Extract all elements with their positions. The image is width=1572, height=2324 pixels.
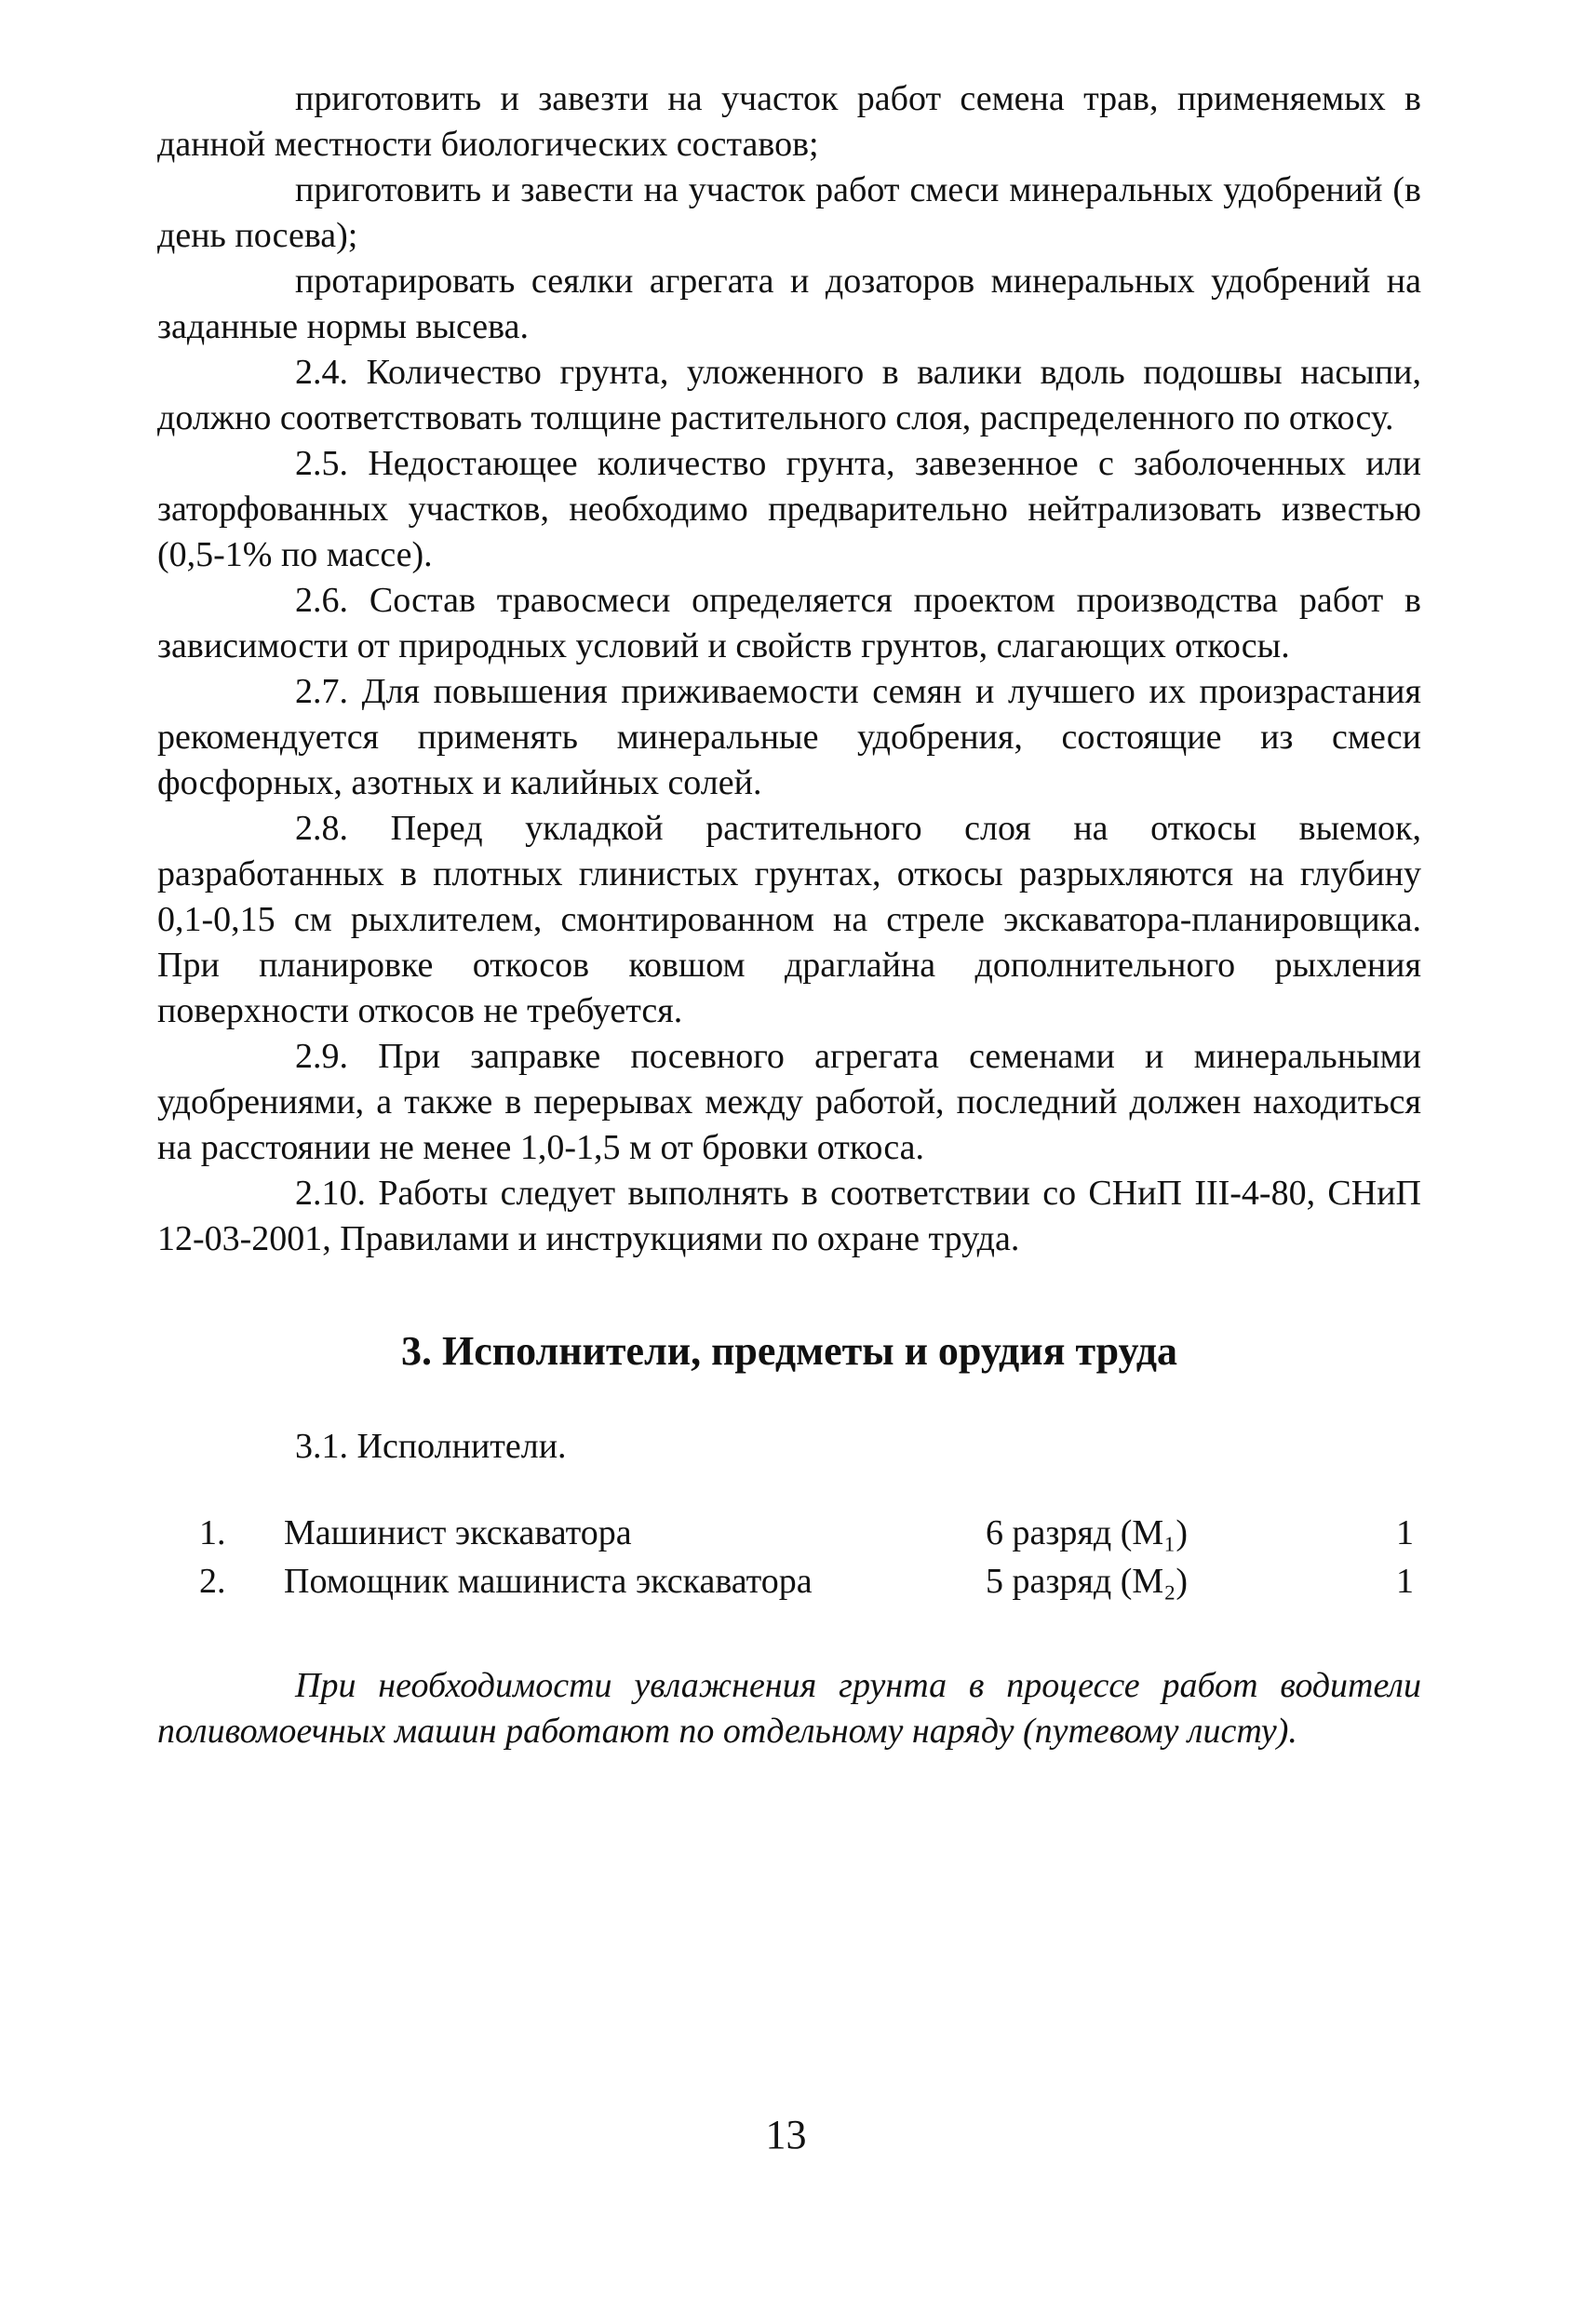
paragraph-2-6: 2.6. Состав травосмеси определяется проектом производства работ в зависимости от природных условий и свойств грунтов, слагающих откосы. [157,581,1421,665]
paragraph-2-4: 2.4. Количество грунта, уложенного в валики вдоль подошвы насыпи, должно соответствовать толщине растительного слоя, распределенного по откосу. [157,353,1421,437]
paragraph-2-7: 2.7. Для повышения приживаемости семян и лучшего их произрастания рекомендуется применять минеральные удобрения, состоящие из смеси фосфорных, азотных и калийных солей. [157,672,1421,802]
page-content [157,76,1421,1754]
subsection-heading: 3.1. Исполнители. [295,1427,567,1466]
staff-table [157,1509,1421,1605]
paragraph-calibrate-seeders: протарировать сеялки агрегата и дозаторов минеральных удобрений на заданные нормы высева. [157,262,1421,346]
role-cell: Помощник машиниста экскаватора [284,1562,813,1601]
role-cell: Машинист экскаватора [284,1513,632,1552]
row-number: 1. [199,1513,226,1552]
rank-cell: 6 разряд (М₁) [986,1513,1189,1552]
paragraph-prepare-fertilizers: приготовить и завести на участок работ смеси минеральных удобрений (в день посева); [157,170,1421,255]
note-paragraph: При необходимости увлажнения грунта в процессе работ водители поливомоечных машин работают по отдельному наряду (путевому листу). [157,1666,1421,1751]
paragraph-2-9: 2.9. При заправке посевного агрегата семенами и минеральными удобрениями, а также в перерывах между работой, последний должен находиться на расстоянии не менее 1,0-1,5 м от бровки откоса. [157,1037,1421,1167]
paragraph-2-8: 2.8. Перед укладкой растительного слоя на откосы выемок, разработанных в плотных глинистых грунтах, откосы разрыхляются на глубину 0,1-0,15 см рыхлителем, смонтированном на стреле экскаватора-планировщика. При планировке откосов ковшом драглайна дополнительного рыхления поверхности откосов не требуется. [157,809,1421,1030]
paragraph-2-10: 2.10. Работы следует выполнять в соответствии со СНиП III-4-80, СНиП 12-03-2001, Правилами и инструкциями по охране труда. [157,1174,1421,1258]
page-number: 13 [765,2112,807,2157]
paragraph-2-5: 2.5. Недостающее количество грунта, завезенное с заболоченных или заторфованных участков, необходимо предварительно нейтрализовать известью (0,5-1% по массе). [157,444,1421,574]
paragraph-prepare-seeds: приготовить и завезти на участок работ семена трав, применяемых в данной местности биологических составов; [157,79,1421,164]
row-number: 2. [199,1562,226,1601]
section-heading: 3. Исполнители, предметы и орудия труда [400,1328,1177,1374]
quantity-cell: 1 [1396,1513,1414,1552]
rank-cell: 5 разряд (М₂) [986,1562,1189,1601]
quantity-cell: 1 [1396,1562,1414,1601]
table-row [157,1557,1421,1605]
table-row [157,1509,1421,1557]
